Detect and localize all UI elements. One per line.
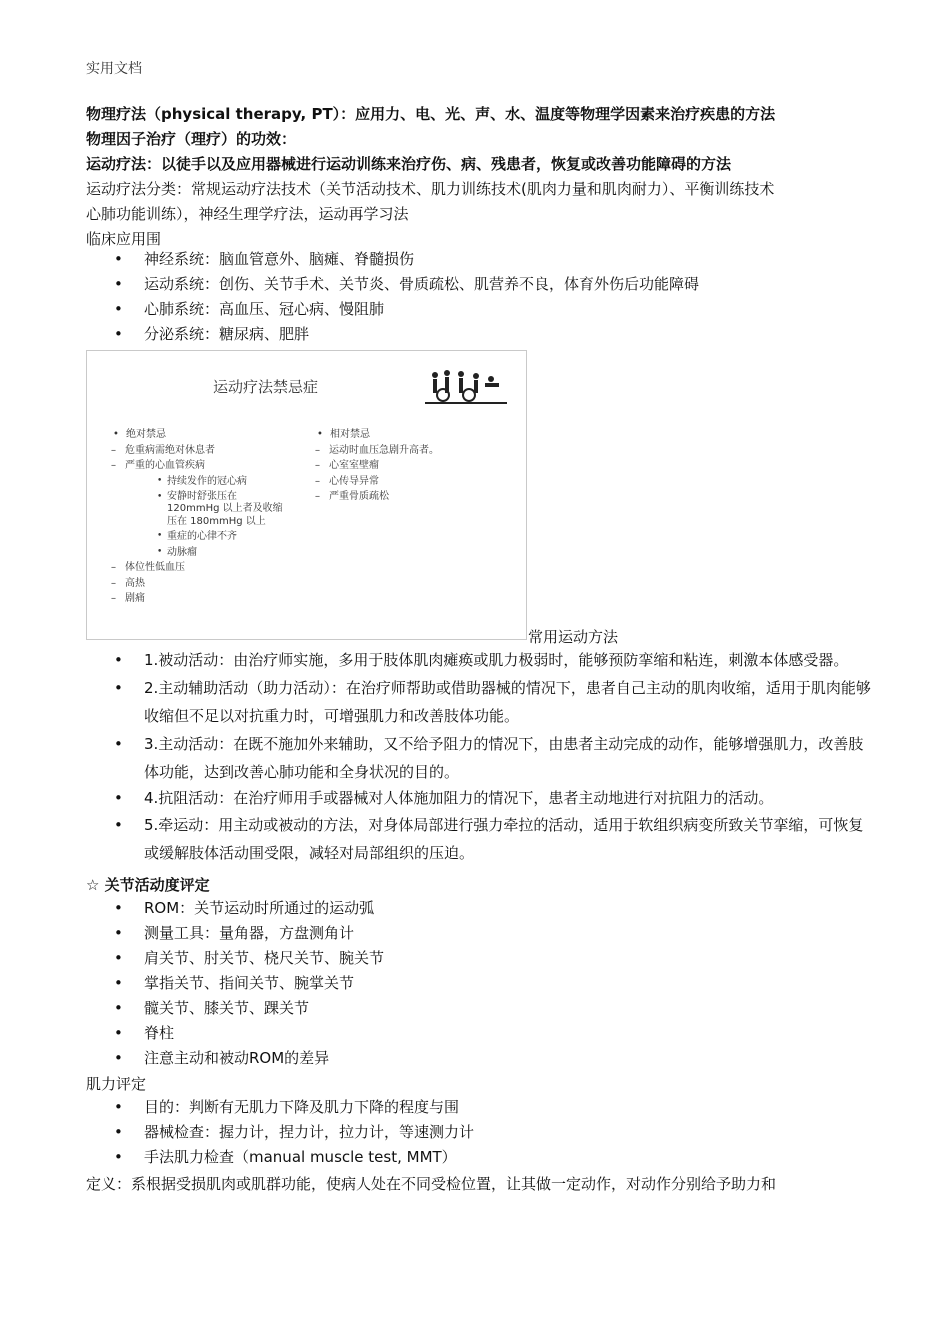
muscle-strength-list [114,1095,874,1170]
list-item: • 2.主动辅助活动（助力活动）：在治疗师帮助或借助器械的情况下，患者自己主动的肌肉收缩，适用于肌肉能够收缩但不足以对抗重力时，可增强肌力和改善肢体功能。 [114,674,874,730]
exercise-therapy-classification: 运动疗法分类：常规运动疗法技术（关节活动技术、肌力训练技术(肌肉力量和肌肉耐力）、平衡训练技术 [86,180,775,198]
list-item: • 神经系统：脑血管意外、脑瘫、脊髓损伤 [114,247,874,272]
physical-factor-heading: 物理因子治疗（理疗）的功效： [86,130,297,148]
exercise-therapy-definition: 运动疗法：以徒手以及应用器械进行运动训练来治疗伤、病、残患者，恢复或改善功能障碍的方法 [86,155,732,173]
methods-list [114,646,874,867]
page-header: 实用文档 [86,61,142,77]
list-item: • 重症的心律不齐 [155,529,321,545]
list-item: • 动脉瘤 [155,545,321,561]
mmt-definition: 定义：系根据受损肌肉或肌群功能，使病人处在不同受检位置，让其做一定动作，对动作分别给予助力和 [86,1175,777,1193]
list-item: – 心室室壁瘤 [315,458,515,474]
exercise-therapy-classification-cont: 心肺功能训练），神经生理学疗法，运动再学习法 [86,205,409,223]
list-item: • 手法肌力检查（manual muscle test, MMT） [114,1145,874,1170]
list-item: – 剧痛 [111,591,321,607]
list-item-cont: 120mmHg 以上者及收缩 [167,503,283,514]
clinical-application-heading: 临床应用围 [86,230,162,248]
list-item: • 分泌系统：糖尿病、肥胖 [114,322,874,347]
list-item: – 运动时血压急剧升高者。 [315,443,515,459]
pt-definition: 物理疗法（physical therapy, PT）：应用力、电、光、声、水、温度等物理学因素来治疗疾患的方法 [86,105,776,123]
list-item: • ROM：关节运动时所通过的运动弧 [114,896,874,921]
list-item: • 测量工具：量角器，方盘测角计 [114,921,874,946]
list-item: • 5.牵运动：用主动或被动的方法，对身体局部进行强力牵拉的活动，适用于软组织病变所致关节挛缩，可恢复或缓解肢体活动围受限，减轻对局部组织的压迫。 [114,811,874,867]
list-item-cont: 压在 180mmHg 以上 [167,516,266,527]
list-item: • 肩关节、肘关节、桡尺关节、腕关节 [114,946,874,971]
list-item: • 持续发作的冠心病 [155,474,321,490]
rehab-figures-logo [421,365,511,415]
list-item: – 体位性低血压 [111,560,321,576]
list-item: • 3.主动活动：在既不施加外来辅助，又不给予阻力的情况下，由患者主动完成的动作，能够增强肌力，改善肢体功能，达到改善心肺功能和全身状况的目的。 [114,730,874,786]
slide-title: 运动疗法禁忌症 [213,378,319,396]
clinical-application-list [114,247,874,347]
list-item: – 严重的心血管疾病 [111,458,321,474]
list-item: • 掌指关节、指间关节、腕掌关节 [114,971,874,996]
muscle-strength-heading: 肌力评定 [86,1075,147,1093]
list-item: – 严重骨质疏松 [315,489,515,505]
list-item: • 注意主动和被动ROM的差异 [114,1046,874,1071]
contraindications-slide [86,350,527,640]
methods-heading: 常用运动方法 [528,628,619,646]
list-item: • 运动系统：创伤、关节手术、关节炎、骨质疏松、肌营养不良，体育外伤后功能障碍 [114,272,874,297]
rom-heading: ☆ 关节活动度评定 [86,876,210,894]
rom-list [114,896,874,1071]
list-item: – 高热 [111,576,321,592]
list-item: • 1.被动活动：由治疗师实施，多用于肢体肌肉瘫痪或肌力极弱时，能够预防挛缩和粘连，刺激本体感受器。 [114,646,874,674]
list-item: • 安静时舒张压在 [155,489,321,503]
list-item: • 髋关节、膝关节、踝关节 [114,996,874,1021]
absolute-title: • 绝对禁忌 [111,427,321,443]
list-item: • 心肺系统：高血压、冠心病、慢阻肺 [114,297,874,322]
list-item: • 4.抗阻活动：在治疗师用手或器械对人体施加阻力的情况下，患者主动地进行对抗阻力的活动。 [114,786,874,811]
list-item: • 器械检查：握力计，捏力计，拉力计，等速测力计 [114,1120,874,1145]
list-item: • 脊柱 [114,1021,874,1046]
absolute-contraindications [111,427,321,607]
relative-title: • 相对禁忌 [315,427,515,443]
list-item: • 目的：判断有无肌力下降及肌力下降的程度与围 [114,1095,874,1120]
list-item: – 心传导异常 [315,474,515,490]
relative-contraindications [315,427,515,505]
list-item: – 危重病需绝对休息者 [111,443,321,459]
